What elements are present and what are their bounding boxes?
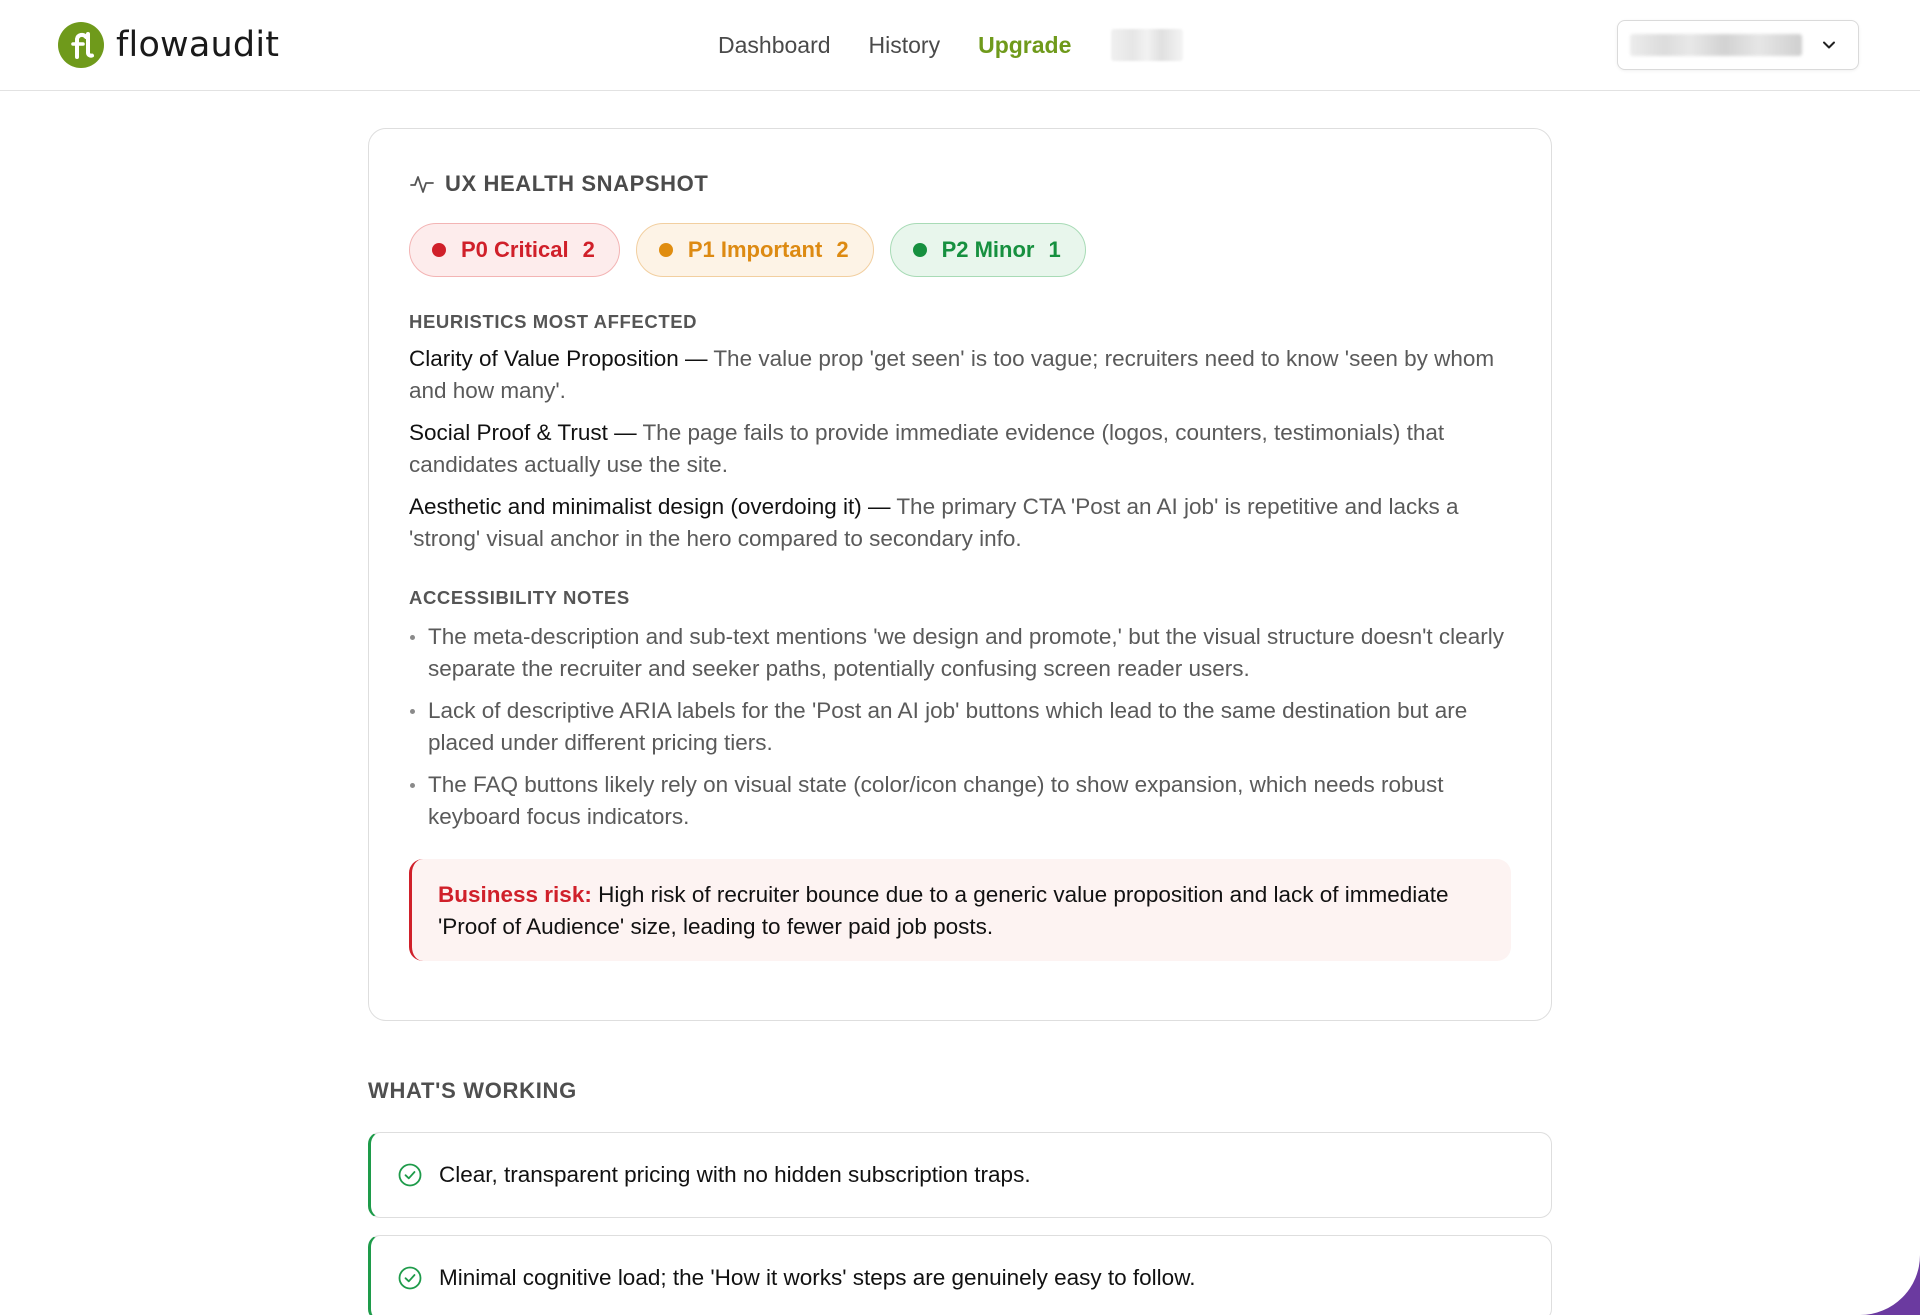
account-name-redacted [1630,34,1802,56]
pill-count: 2 [582,237,595,262]
chevron-down-icon [1820,36,1838,54]
pill-count: 2 [836,237,849,262]
critical-dot-icon [432,243,446,257]
heuristic-title: Social Proof & Trust — [409,420,637,445]
heuristic-title: Clarity of Value Proposition — [409,346,708,371]
window-corner [1860,1255,1920,1315]
check-circle-icon [397,1265,423,1291]
severity-pills [409,223,1511,277]
nav-item-redacted[interactable] [1111,29,1183,61]
nav-upgrade[interactable]: Upgrade [978,31,1072,58]
business-risk-label: Business risk: [438,882,592,907]
brand-name: flowaudit [116,25,280,65]
working-item [368,1235,1552,1315]
ux-health-snapshot-card [368,128,1552,1021]
severity-pill-p1[interactable] [636,223,874,277]
pill-count: 1 [1048,237,1061,262]
heuristic-text: The value prop 'get seen' is too vague; recruiters need to know 'seen by whom and how many'. [409,346,1495,403]
minor-dot-icon [913,243,927,257]
heuristic-item [409,491,1511,555]
nav-dashboard[interactable]: Dashboard [718,31,831,58]
accessibility-list [409,621,1511,833]
heuristic-item [409,417,1511,481]
check-circle-icon [397,1162,423,1188]
heuristic-text: The primary CTA 'Post an AI job' is repetitive and lacks a 'strong' visual anchor in the hero compared to secondary info. [409,494,1459,551]
working-item-text: Minimal cognitive load; the 'How it works' steps are genuinely easy to follow. [439,1265,1196,1290]
top-bar [0,0,1920,91]
pill-label: P1 Important [687,237,823,262]
accessibility-note: Lack of descriptive ARIA labels for the 'Post an AI job' buttons which lead to the same destination but are placed under different pricing tiers. [409,695,1511,759]
brand-logo[interactable] [58,22,279,68]
card-title: UX HEALTH SNAPSHOT [445,171,709,196]
severity-pill-p0[interactable] [409,223,620,277]
whats-working-heading: WHAT'S WORKING [368,1078,577,1103]
nav-history[interactable]: History [868,31,941,58]
main-nav [718,28,1183,62]
pill-label: P0 Critical [461,237,569,262]
working-item-text: Clear, transparent pricing with no hidden subscription traps. [439,1162,1031,1187]
heuristic-title: Aesthetic and minimalist design (overdoing it) — [409,494,891,519]
heuristics-list [409,343,1511,555]
accessibility-note: The FAQ buttons likely rely on visual state (color/icon change) to show expansion, which needs robust keyboard focus indicators. [409,769,1511,833]
heuristics-heading: HEURISTICS MOST AFFECTED [409,311,698,332]
pill-label: P2 Minor [941,237,1035,262]
card-header [409,169,1511,199]
important-dot-icon [659,243,673,257]
activity-pulse-icon [409,171,435,197]
accessibility-heading: ACCESSIBILITY NOTES [409,587,630,608]
heuristic-text: The page fails to provide immediate evidence (logos, counters, testimonials) that candidates actually use the site. [409,420,1445,477]
accessibility-note: The meta-description and sub-text mentions 'we design and promote,' but the visual structure doesn't clearly separate the recruiter and seeker paths, potentially confusing screen reader users. [409,621,1511,685]
business-risk-text: High risk of recruiter bounce due to a generic value proposition and lack of immediate 'Proof of Audience' size, leading to fewer paid job posts. [438,882,1449,939]
account-menu[interactable] [1617,20,1859,70]
heuristic-item [409,343,1511,407]
severity-pill-p2[interactable] [890,223,1086,277]
working-item [368,1132,1552,1218]
business-risk-callout [409,859,1511,961]
logo-mark-icon [58,22,104,68]
